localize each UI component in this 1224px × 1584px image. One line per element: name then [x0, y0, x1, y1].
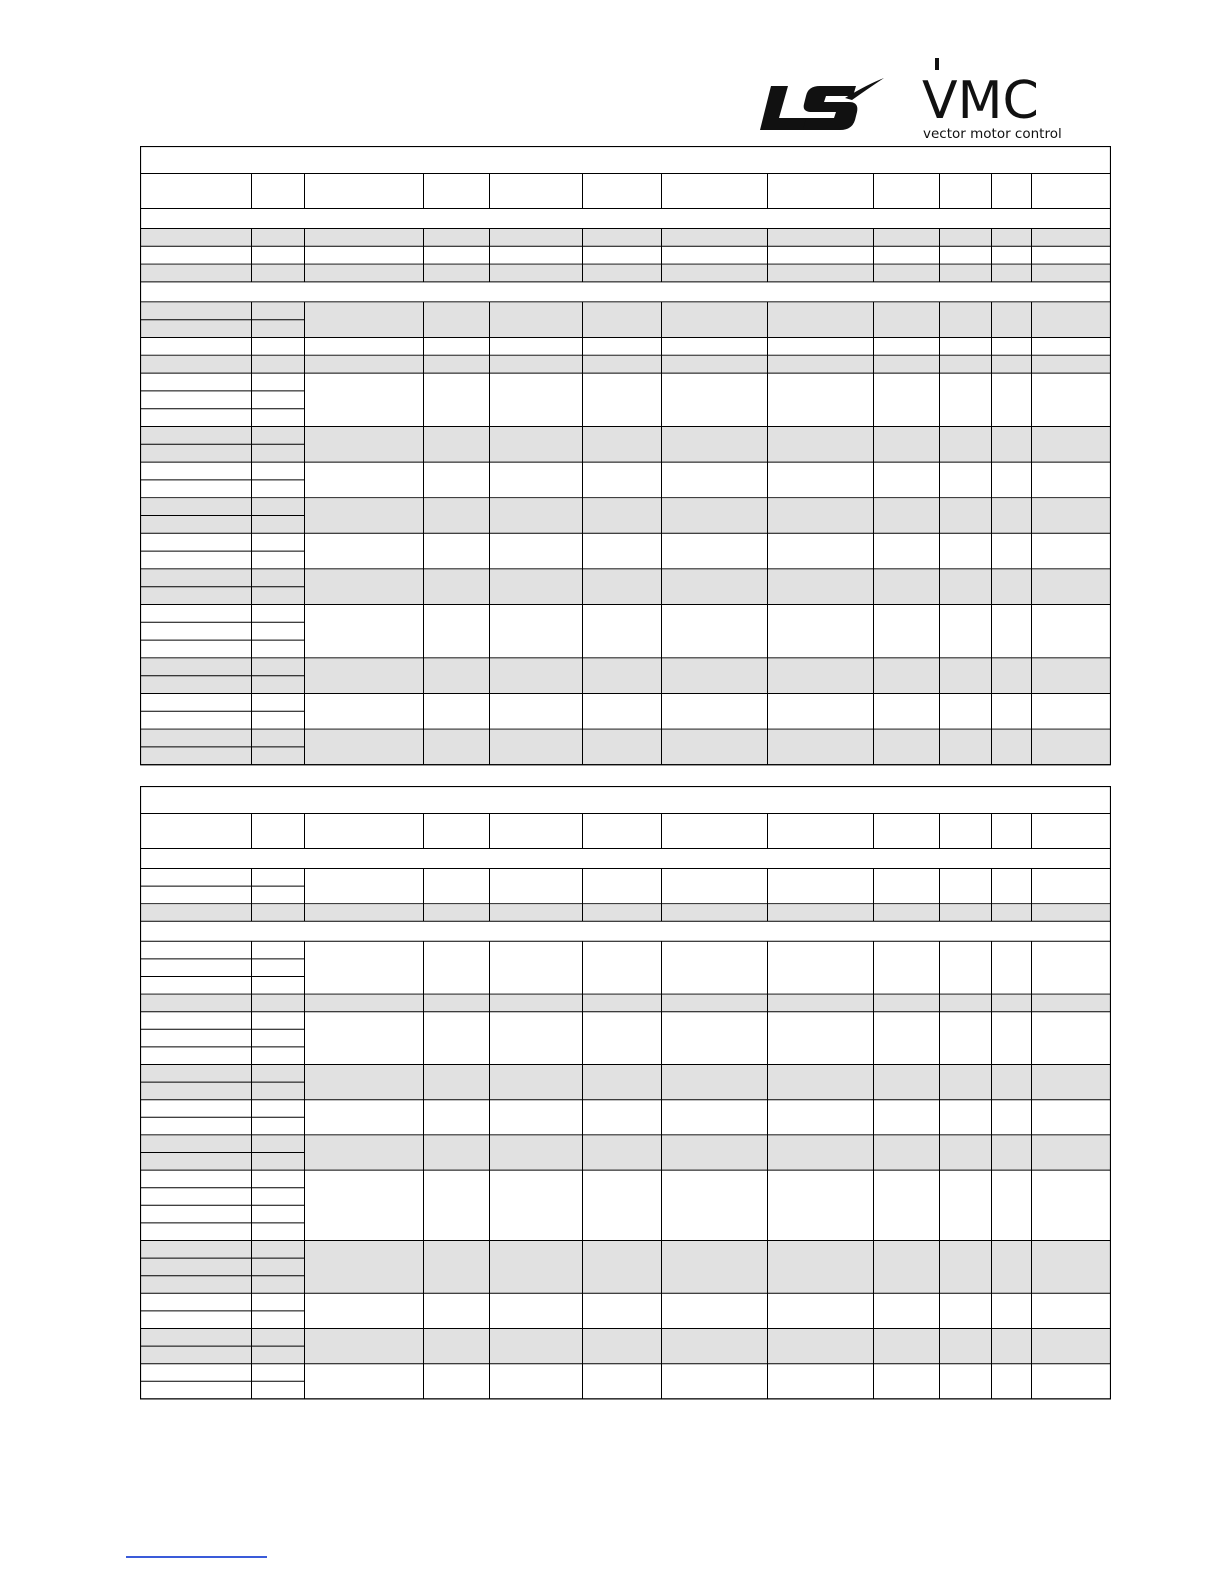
ls-logo: [760, 78, 884, 130]
shaded-row-group: [141, 229, 1110, 246]
shaded-row-group: [141, 1241, 1110, 1293]
shaded-row-group: [141, 904, 1110, 921]
table-grid-2: [140, 786, 1111, 1400]
header-logos: [0, 0, 1224, 145]
footer-link-underline: [126, 1556, 267, 1558]
shaded-row-group: [141, 265, 1110, 282]
vmc-tagline: vector motor control: [923, 126, 1062, 142]
vmc-wordmark: VMC: [922, 71, 1039, 131]
parameter-table-2: [140, 786, 1111, 1400]
shaded-row-group: [141, 356, 1110, 373]
shaded-row-group: [141, 995, 1110, 1012]
logo-area: [0, 0, 1224, 145]
table-grid-1: [140, 146, 1111, 766]
parameter-table-1: [140, 146, 1111, 766]
vmc-logo: [922, 58, 1062, 142]
